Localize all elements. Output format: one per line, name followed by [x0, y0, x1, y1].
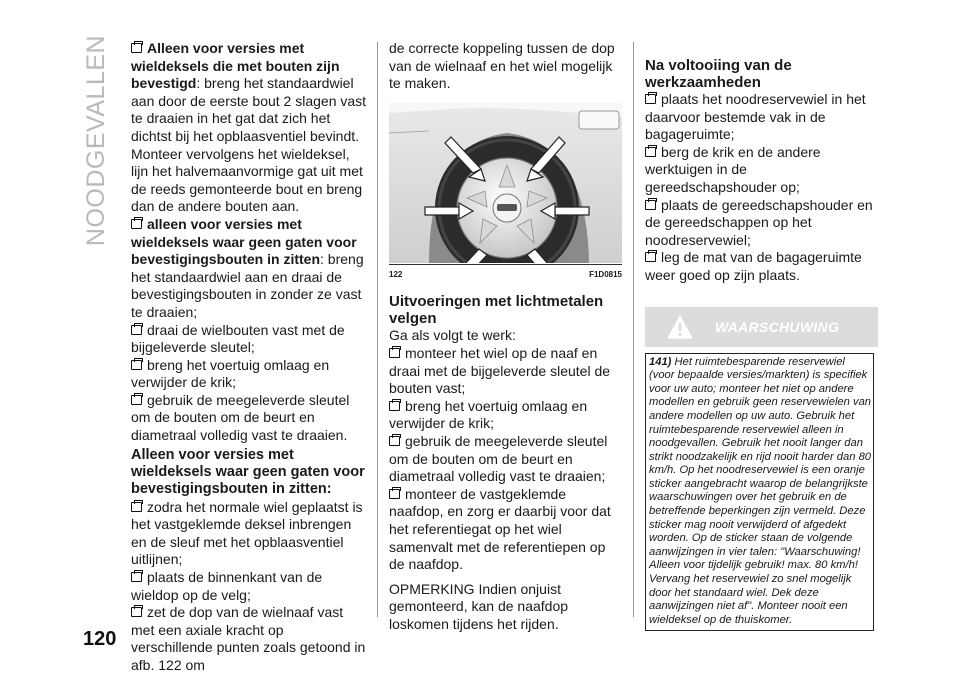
checkbox-bullet-icon	[131, 219, 142, 229]
checkbox-bullet-icon	[131, 43, 142, 53]
figure-code: F1D0815	[589, 269, 622, 279]
checkbox-bullet-icon	[389, 348, 400, 358]
checkbox-bullet-icon	[131, 325, 142, 335]
warning-triangle-icon	[667, 315, 693, 339]
list-item: monteer de vastgeklemde naafdop, en zorg er daarbij voor dat het referentiegat op het wiel samenvalt met de referentiepen op de naafdop.	[389, 485, 611, 573]
section-title-vertical	[82, 34, 111, 246]
figure-wheel-hubcap	[389, 103, 622, 263]
checkbox-bullet-icon	[645, 147, 656, 157]
checkbox-bullet-icon	[389, 436, 400, 446]
page-number: 120	[83, 628, 117, 650]
list-item: plaats de binnenkant van de wieldop op de velg;	[131, 569, 323, 603]
column-2	[389, 40, 623, 633]
subsection-heading: Alleen voor versies met wieldeksels waar geen gaten voor bevestigingsbouten in zitten:	[131, 446, 365, 497]
warning-number: 141)	[649, 355, 672, 368]
figure-caption	[389, 264, 622, 284]
checkbox-bullet-icon	[645, 200, 656, 210]
checkbox-bullet-icon	[131, 572, 142, 582]
list-item: zet de dop van de wielnaaf vast met een axiale kracht op verschillende punten zoals getoond in afb. 122 om	[131, 604, 366, 673]
checkbox-bullet-icon	[131, 395, 142, 405]
list-item: plaats de gereedschapshouder en de gereedschappen op het noodreservewiel;	[645, 196, 873, 248]
list-item: breng het voertuig omlaag en verwijder de krik;	[389, 397, 588, 432]
warning-title: WAARSCHUWING	[715, 318, 840, 335]
list-item: gebruik de meegeleverde sleutel om de bouten om de beurt en diametraal volledig vast te draaien.	[131, 391, 350, 444]
paragraph: de correcte koppeling tussen de dop van de wielnaaf en het wiel mogelijk te maken.	[389, 40, 615, 92]
column-divider	[633, 42, 634, 617]
warning-box	[645, 353, 874, 632]
column-3	[645, 40, 879, 631]
list-item: plaats het noodreservewiel in het daarvoor bestemde vak in de bagageruimte;	[645, 91, 866, 143]
list-item: zodra het normale wiel geplaatst is het vastgeklemde deksel inbrengen en de sleuf met het opblaasventiel uitlijnen;	[131, 498, 363, 568]
list-item: gebruik de meegeleverde sleutel om de bouten om de beurt en diametraal volledig vast te draaien;	[389, 432, 608, 485]
paragraph: alleen voor versies met wieldeksels waar geen gaten voor bevestigingsbouten in zitten: breng het standaardwiel aan en draai de bevestigingsbouten in zonder ze vast te draaien;	[131, 215, 364, 320]
section-title-text: NOODGEVALLEN	[82, 34, 111, 246]
list-item: draai de wielbouten vast met de bijgeleverde sleutel;	[131, 321, 345, 356]
list-item: leg de mat van de bagageruimte weer goed op zijn plaats.	[645, 249, 862, 283]
column-divider	[377, 42, 378, 617]
figure-number: 122	[389, 269, 403, 279]
section-heading: Uitvoeringen met lichtmetalen velgen	[389, 293, 604, 328]
warning-text: Het ruimtebesparende reservewiel (voor bepaalde versies/markten) is specifiek voor uw auto; monteer het niet op andere modellen en gebruik geen reservewielen van andere modellen op uw auto. Gebruik het ruimtebesparende reservewiel alleen in noodgevallen. Gebruik het nooit langer dan strikt noodzakelijk en rijd nooit harder dan 80 km/h. Op het noodreservewiel is een oranje sticker aangebracht waarop de belangrijkste waarschuwingen over het gebruik en de betreffende beperkingen zijn vermeld. Deze sticker mag nooit verwijderd of afgedekt worden. Op de sticker staan de volgende aanwijzingen in vier talen: "Waarschuwing! Alleen voor tijdelijk gebruik! max. 80 km/h! Vervang het reservewiel zo snel mogelijk door het standaard wiel. Dek deze aanwijzingen niet af". Monteer nooit een wieldeksel op de thuiskomer.	[649, 355, 872, 626]
checkbox-bullet-icon	[131, 502, 142, 512]
checkbox-bullet-icon	[389, 489, 400, 499]
checkbox-bullet-icon	[389, 401, 400, 411]
list-item: monteer het wiel op de naaf en draai met de bijgeleverde sleutel de bouten vast;	[389, 344, 611, 397]
warning-header	[645, 307, 878, 347]
checkbox-bullet-icon	[645, 94, 656, 104]
checkbox-bullet-icon	[131, 360, 142, 370]
wheel-illustration	[389, 103, 622, 263]
column-1	[131, 40, 367, 675]
list-item: berg de krik en de andere werktuigen in de gereedschapshouder op;	[645, 143, 821, 195]
paragraph: Alleen voor versies met wieldeksels die met bouten zijn bevestigd: breng het standaardwiel aan door de eerste bout 2 slagen vast te draaien in het gat dat zich het dichtst bij het opblaasventiel bevindt. Monteer vervolgens het wieldeksel, lijn het halvemaanvormige gat uit met de reeds gemonteerde bout en breng dan de andere bouten aan.	[131, 40, 367, 215]
checkbox-bullet-icon	[645, 252, 656, 262]
section-heading: Na voltooiing van de werkzaamheden	[645, 57, 792, 91]
paragraph: Ga als volgt te werk:	[389, 327, 516, 344]
list-item: breng het voertuig omlaag en verwijder de krik;	[131, 356, 330, 391]
note-paragraph: OPMERKING Indien onjuist gemonteerd, kan de naafdop loskomen tijdens het rijden.	[389, 580, 569, 632]
checkbox-bullet-icon	[131, 607, 142, 617]
